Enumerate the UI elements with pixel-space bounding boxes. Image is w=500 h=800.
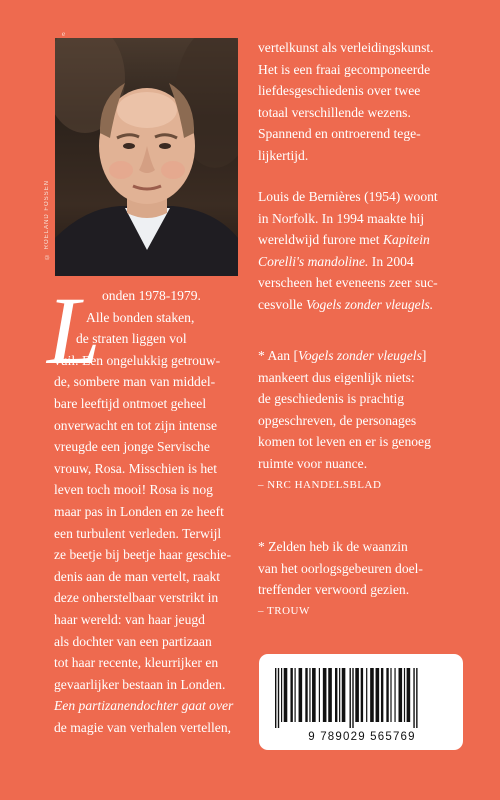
- text-line: mankeert dus eigenlijk niets:: [258, 369, 415, 385]
- text-line: verscheen het eveneens zeer suc-: [258, 275, 438, 291]
- text-line: bare leeftijd ontmoet geheel: [54, 395, 207, 411]
- barcode-bar: [278, 668, 279, 728]
- text-line: van het oorlogsgebeuren doel-: [258, 560, 423, 576]
- barcode-bar: [284, 668, 288, 722]
- barcode-label: [259, 654, 463, 750]
- barcode-bar: [309, 668, 310, 722]
- quote-source: – TROUW: [258, 604, 310, 617]
- barcode-bar: [355, 668, 359, 722]
- barcode-bar: [319, 668, 320, 722]
- barcode-bar: [290, 668, 292, 722]
- barcode-bar: [328, 668, 332, 722]
- book-title: Kapitein: [382, 232, 430, 248]
- barcode-bar: [404, 668, 405, 722]
- text-line: lijkertijd.: [258, 147, 309, 163]
- text-line: haar wereld: van haar jeugd: [54, 611, 205, 627]
- text-line: Alle bonden staken,: [86, 309, 195, 325]
- text-line: vertelkunst als verleidingskunst.: [258, 40, 434, 55]
- barcode-bar: [312, 668, 316, 722]
- barcode-bar: [342, 668, 346, 722]
- drop-cap: L: [47, 277, 101, 384]
- text-line: deze onherstelbaar verstrikt in: [54, 590, 219, 606]
- corner-mark: e: [62, 30, 66, 38]
- text-line: Louis de Bernières (1954) woont: [258, 189, 438, 204]
- barcode-bar: [413, 668, 414, 728]
- text-line: ze beetje bij beetje haar geschie-: [54, 547, 231, 563]
- quote-source: – NRC HANDELSBLAD: [258, 478, 382, 491]
- barcode-bar: [366, 668, 367, 722]
- barcode-bar: [299, 668, 303, 722]
- text-line: komen tot leven en er is genoeg: [258, 434, 431, 450]
- author-bio: [258, 186, 438, 316]
- text-line: de magie van verhalen vertellen,: [54, 719, 232, 735]
- text-line: Het is een fraai gecomponeerde: [258, 61, 431, 77]
- text-line: de, sombere man van middel-: [54, 374, 216, 390]
- text-line: liefdesgeschiedenis over twee: [258, 83, 421, 99]
- text-span: wereldwijd furore met: [258, 232, 383, 248]
- description-continuation: [258, 37, 434, 167]
- barcode-bar: [381, 668, 383, 722]
- text-line: [258, 345, 431, 367]
- text-line: gevaarlijker bestaan in Londen.: [54, 676, 226, 692]
- text-span: In 2004: [368, 253, 414, 269]
- text-line: onverwacht en tot zijn intense: [54, 417, 218, 433]
- book-title: Een partizanendochter gaat over: [54, 698, 234, 714]
- barcode-bar: [305, 668, 307, 722]
- isbn-number: 9 789029 565769: [308, 731, 416, 743]
- text-span: ]: [421, 348, 427, 363]
- barcode-bar: [399, 668, 403, 722]
- text-line: de straten liggen vol: [76, 331, 187, 347]
- text-line: als dochter van een partizaan: [54, 633, 212, 649]
- text-line: [258, 294, 438, 316]
- barcode-bar: [376, 668, 380, 722]
- author-photo: [55, 38, 238, 276]
- text-line: de geschiedenis is prachtig: [258, 391, 405, 407]
- review-quote-trouw: [258, 536, 423, 622]
- text-line: ruimte voor nuance.: [258, 455, 368, 471]
- book-title: Corelli's mandoline.: [258, 253, 369, 269]
- text-line: tot haar recente, kleurrijker en: [54, 655, 219, 671]
- barcode-bar: [275, 668, 276, 728]
- text-line: [258, 229, 438, 251]
- text-line: maar pas in Londen en ze heeft: [54, 503, 224, 519]
- barcode-bar: [352, 668, 353, 728]
- text-span: * Aan [: [258, 348, 299, 363]
- text-line: vrouw, Rosa. Misschien is het: [54, 460, 217, 476]
- barcode-bar: [361, 668, 363, 722]
- synopsis: [54, 285, 233, 738]
- text-line: totaal verschillende wezens.: [258, 104, 411, 120]
- text-line: leven toch mooi! Rosa is nog: [54, 482, 213, 498]
- barcode-bars: [273, 668, 449, 728]
- text-line: opgeschreven, de personages: [258, 412, 417, 428]
- barcode-bar: [350, 668, 351, 728]
- barcode-bar: [335, 668, 337, 722]
- barcode-bar: [390, 668, 391, 722]
- barcode-bar: [407, 668, 411, 722]
- text-line: denis aan de man vertelt, raakt: [54, 568, 221, 584]
- barcode-bar: [386, 668, 388, 722]
- barcode-bar: [394, 668, 395, 722]
- barcode-bar: [323, 668, 327, 722]
- text-line: * Zelden heb ik de waanzin: [258, 539, 408, 554]
- text-line: vuil. Een ongelukkig getrouw-: [54, 352, 221, 368]
- barcode-bar: [281, 668, 282, 722]
- text-line: vreugde een jonge Servische: [54, 439, 210, 455]
- barcode-bar: [416, 668, 417, 728]
- text-line: Spannend en ontroerend tege-: [258, 126, 421, 142]
- text-line: [258, 251, 438, 273]
- book-title: Vogels zonder vleugels: [298, 348, 422, 363]
- barcode-bar: [339, 668, 340, 722]
- text-line: [54, 695, 233, 717]
- text-line: onden 1978-1979.: [102, 288, 201, 303]
- text-line: een turbulent verleden. Terwijl: [54, 525, 222, 541]
- book-title: Vogels zonder vleugels.: [305, 296, 434, 312]
- barcode-bar: [370, 668, 374, 722]
- text-span: cesvolle: [258, 296, 306, 312]
- barcode-bar: [295, 668, 296, 722]
- text-line: in Norfolk. In 1994 maakte hij: [258, 210, 425, 226]
- photo-credit: © ROELAND FOSSEN: [44, 180, 50, 260]
- review-quote-nrc: [258, 345, 431, 496]
- text-line: treffender verwoord gezien.: [258, 582, 410, 598]
